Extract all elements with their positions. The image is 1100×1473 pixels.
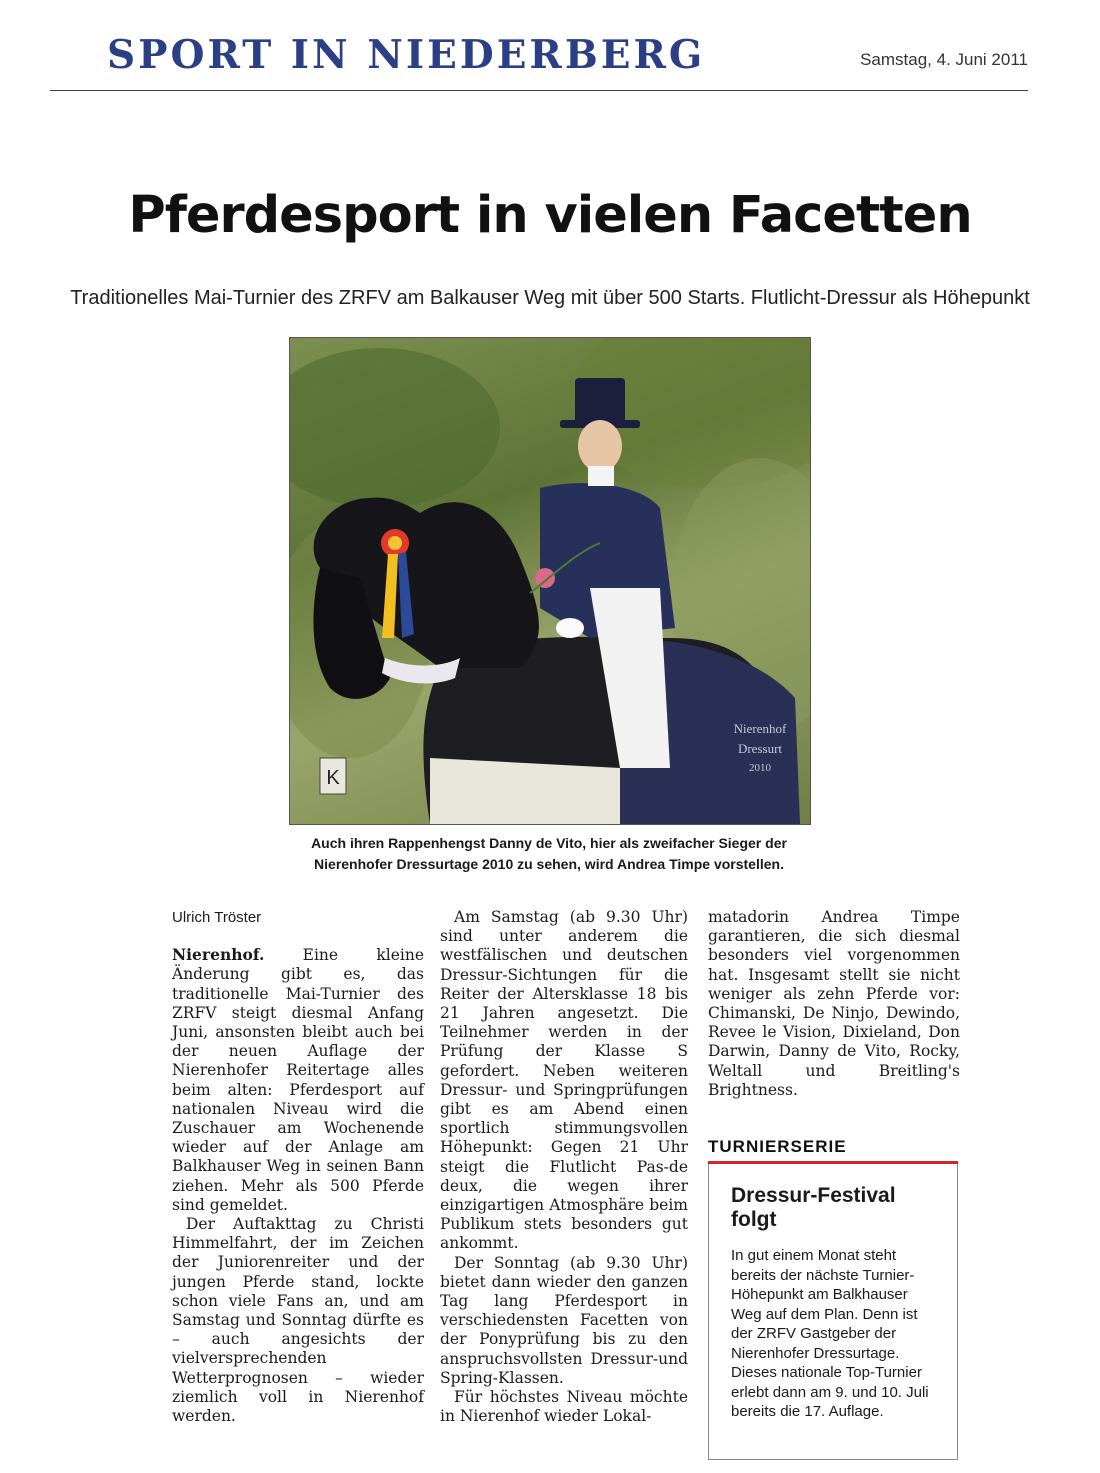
article-column-3	[708, 908, 960, 1100]
article-paragraph: matadorin Andrea Timpe garantieren, die sich diesmal besonders viel vorgenommen hat. Insgesamt stellt sie nicht weniger als zehn Pferde vor: Chimanski, De Ninjo, Dewindo, Revee le Vision, Dixieland, Don Darwin, Danny de Vito, Rocky, Weltall und Breitling's Brightness.	[708, 908, 960, 1099]
sidebar-title: Dressur-Festival folgt	[731, 1184, 896, 1231]
author-byline: Ulrich Tröster	[172, 909, 262, 926]
article-paragraph: Der Auftakttag zu Christi Himmelfahrt, der im Zeichen der Juniorenreiter und der jungen Pferde stand, lockte schon viele Fans an, und am Samstag und Sonntag dürfte es – auch angesichts der vielversprechenden Wetterprognosen – wieder ziemlich voll in Nierenhof werden.	[172, 1215, 424, 1426]
article-paragraph	[172, 945, 424, 1215]
sidebar-kicker: TURNIERSERIE	[708, 1137, 847, 1156]
sidebar-text: In gut einem Monat steht bereits der nächste Turnier-Höhepunkt am Balkhauser Weg auf dem Plan. Denn ist der ZRFV Gastgeber der Nierenhofer Dressurtage. Dieses nationale Top-Turnier erlebt dann am 9. und 10. Juli bereits die 17. Auflage.	[731, 1247, 929, 1420]
caption-line: Auch ihren Rappenhengst Danny de Vito, hier als zweifacher Sieger der	[311, 835, 787, 851]
article-paragraph: Der Sonntag (ab 9.30 Uhr) bietet dann wieder den ganzen Tag lang Pferdesport in verschiedensten Facetten von der Ponyprüfung bis zu den anspruchsvollsten Dressur-und Spring-Klassen.	[440, 1253, 688, 1387]
dressage-photo	[289, 337, 811, 825]
article-paragraph: Für höchstes Niveau möchte in Nierenhof wieder Lokal-	[440, 1388, 688, 1426]
headline: Pferdesport in vielen Facetten	[128, 186, 972, 245]
blanket-text-2: Dressurt	[737, 741, 783, 756]
issue-date: Samstag, 4. Juni 2011	[860, 50, 1028, 69]
photo-caption	[289, 833, 809, 875]
photo-illustration	[290, 338, 810, 824]
masthead: SPORT IN NIEDERBERG	[107, 32, 706, 78]
masthead-rule	[50, 90, 1028, 91]
article-column-1	[172, 908, 424, 1426]
blanket-text-1: Nierenhof	[733, 721, 787, 736]
caption-line: Nierenhofer Dressurtage 2010 zu sehen, wird Andrea Timpe vorstellen.	[314, 856, 784, 872]
article-column-2	[440, 908, 688, 1426]
subheadline: Traditionelles Mai-Turnier des ZRFV am Balkauser Weg mit über 500 Starts. Flutlicht-Dressur als Höhepunkt	[70, 287, 1030, 309]
dateline-place: Nierenhof.	[172, 945, 265, 965]
sidebar-box	[708, 1164, 958, 1460]
arena-marker-letter: K	[326, 767, 340, 789]
blanket-text-3: 2010	[749, 762, 771, 774]
article-paragraph: Am Samstag (ab 9.30 Uhr) sind unter anderem die westfälischen und deutschen Dressur-Sichtungen für die Reiter der Altersklasse 18 bis 21 Jahren angesetzt. Die Teilnehmer werden in der Prüfung der Klasse S gefordert. Neben weiteren Dressur- und Springprüfungen gibt es am Abend einen sportlich stimmungsvollen Höhepunkt: Gegen 21 Uhr steigt die Flutlicht Pas-de deux, die wegen ihrer einzigartigen Atmosphäre beim Publikum stets besonders gut ankommt.	[440, 908, 688, 1253]
paragraph-text: Eine kleine Änderung gibt es, das traditionelle Mai-Turnier des ZRFV steigt diesmal Anfang Juni, ansonsten bleibt auch bei der neuen Auflage der Nierenhofer Reitertage alles beim alten: Pferdesport auf nationalen Niveau wird die Zuschauer am Wochenende wieder auf der Anlage am Balkhauser Weg in seinen Bann ziehen. Mehr als 500 Pferde sind gemeldet.	[172, 946, 424, 1214]
